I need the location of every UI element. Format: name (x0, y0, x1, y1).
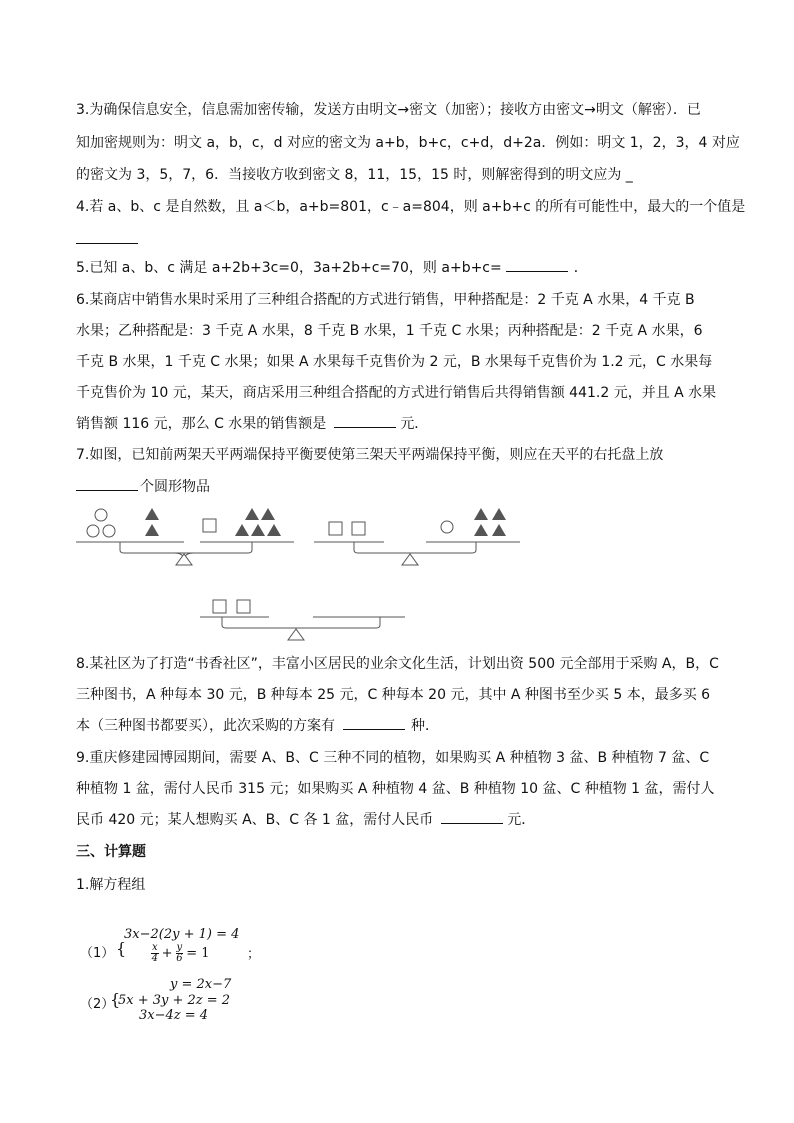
q5-tail: ． (573, 260, 588, 276)
circle-shape (103, 525, 115, 537)
system-1-separator: ； (247, 947, 261, 962)
triangle-shape (474, 508, 488, 520)
q5-text: 5.已知 a、b、c 满足 a+2b+3c=0，3a+2b+c=70，则 a+b+c= (76, 260, 502, 276)
system-2-brace: { (110, 990, 121, 1009)
q6-line-5 (76, 415, 428, 433)
q6-line-3: 千克 B 水果，1 千克 C 水果；如果 A 水果每千克售价为 2 元，B 水果每千克售价为 1.2 元，C 水果每 (76, 354, 713, 370)
q7-line-2 (76, 478, 210, 496)
system-1-eq-1: 3x−2(2y + 1) = 4 (124, 927, 240, 942)
q7-line-1: 7.如图，已知前两架天平两端保持平衡要使第三架天平两端保持平衡，则应在天平的右托盘上放 (76, 447, 664, 463)
q6-line-4: 千克售价为 10 元，某天，商店采用三种组合搭配的方式进行销售后共得销售额 441.2 元，并且 A 水果 (76, 385, 717, 401)
system-2-eq-3: 3x−4z = 4 (139, 1008, 209, 1023)
q7-tail: 个圆形物品 (140, 479, 210, 495)
triangle-shape (145, 508, 159, 520)
square-shape (237, 600, 250, 613)
scale-2-left-items (329, 522, 365, 535)
q9-tail: 元． (507, 812, 536, 828)
scale-3-left-items (213, 600, 250, 613)
q9-answer-blank (441, 811, 503, 824)
scale-2-right-items (441, 508, 506, 536)
q5-line-1 (76, 259, 588, 277)
fraction-x-over-4: $\frac{x}{4}$ (151, 942, 158, 964)
q9-line-1: 9.重庆修建园博园期间，需要 A、B、C 三种不同的植物，如果购买 A 种植物 3 盆、B 种植物 7 盆、C (76, 750, 710, 766)
triangle-shape (492, 524, 506, 536)
circle-shape (441, 521, 453, 533)
q4-line-1: 4.若 a、b、c 是自然数，且 a＜b，a+b=801，c﹣a=804，则 a+b+c 的所有可能性中，最大的一个值是 (76, 199, 746, 215)
balance-scale-3 (200, 617, 405, 640)
scale-1-left-circles (87, 509, 115, 537)
scale-1-left-triangles (145, 508, 159, 536)
q7-answer-blank (76, 478, 138, 491)
triangle-shape (492, 508, 506, 520)
q8-line-3 (76, 717, 439, 735)
system-1-index: （1） (80, 946, 115, 961)
q9-text: 民币 420 元；某人想购买 A、B、C 各 1 盆，需付人民币 (76, 812, 434, 828)
q3-line-3: 的密文为 3，5，7，6．当接收方收到密文 8，11，15，15 时，则解密得到的明文应为 _ (76, 167, 633, 183)
q9-line-3 (76, 811, 535, 829)
system-1-eq-2: $\frac{x}{4}$ + $\frac{y}{6}$ = 1 (151, 942, 210, 964)
circle-shape (87, 525, 99, 537)
square-shape (329, 522, 342, 535)
q8-answer-blank (343, 717, 405, 730)
fraction-y-over-6: $\frac{y}{6}$ (176, 942, 183, 964)
square-shape (213, 600, 226, 613)
q6-line-2: 水果；乙种搭配是：3 千克 A 水果，8 千克 B 水果，1 千克 C 水果；丙种搭配是：2 千克 A 水果，6 (76, 323, 703, 339)
balance-scales-figure (70, 500, 530, 650)
square-shape (352, 522, 365, 535)
balance-scale-1 (76, 542, 294, 565)
triangle-shape (235, 524, 249, 536)
system-2-eq-1: y = 2x−7 (170, 977, 232, 992)
q3-line-1: 3.为确保信息安全，信息需加密传输，发送方由明文→密文（加密）；接收方由密文→明文（解密）．已 (76, 102, 701, 118)
triangle-shape (267, 524, 281, 536)
triangle-shape (474, 524, 488, 536)
triangle-shape (251, 524, 265, 536)
q6-text: 销售额 116 元，那么 C 水果的销售额是 (76, 416, 327, 432)
q9-line-2: 种植物 1 盆，需付人民币 315 元；如果购买 A 种植物 4 盆、B 种植物 10 盆、C 种植物 1 盆，需付人 (76, 781, 715, 797)
q6-answer-blank (334, 415, 396, 428)
section-3-title: 三、计算题 (76, 844, 146, 860)
triangle-shape (245, 508, 259, 520)
q6-line-1: 6.某商店中销售水果时采用了三种组合搭配的方式进行销售，甲种搭配是：2 千克 A 水果，4 千克 B (76, 292, 695, 308)
triangle-shape (145, 524, 159, 536)
circle-shape (95, 509, 107, 521)
q5-answer-blank (506, 259, 568, 272)
calc-1-label: 1.解方程组 (76, 877, 146, 893)
system-2-eq-2: 5x + 3y + 2z = 2 (118, 993, 231, 1008)
square-shape (203, 519, 216, 532)
q3-line-2: 知加密规则为：明文 a，b，c，d 对应的密文为 a+b，b+c，c+d，d+2a．例如：明文 1，2，3，4 对应 (76, 135, 740, 151)
q6-tail: 元． (400, 416, 429, 432)
q8-text: 本（三种图书都要买），此次采购的方案有 (76, 718, 335, 734)
system-1-brace: { (116, 939, 127, 958)
scale-1-right-items (203, 508, 281, 536)
q8-line-1: 8.某社区为了打造“书香社区”，丰富小区居民的业余文化生活，计划出资 500 元全部用于采购 A，B，C (76, 656, 719, 672)
triangle-shape (261, 508, 275, 520)
q4-answer-blank (76, 243, 138, 244)
q8-line-2: 三种图书，A 种每本 30 元，B 种每本 25 元，C 种每本 20 元，其中 A 种图书至少买 5 本，最多买 6 (76, 687, 711, 703)
balance-scale-2 (314, 542, 520, 565)
q8-tail: 种． (411, 718, 439, 734)
system-2-index: （2） (80, 997, 115, 1012)
